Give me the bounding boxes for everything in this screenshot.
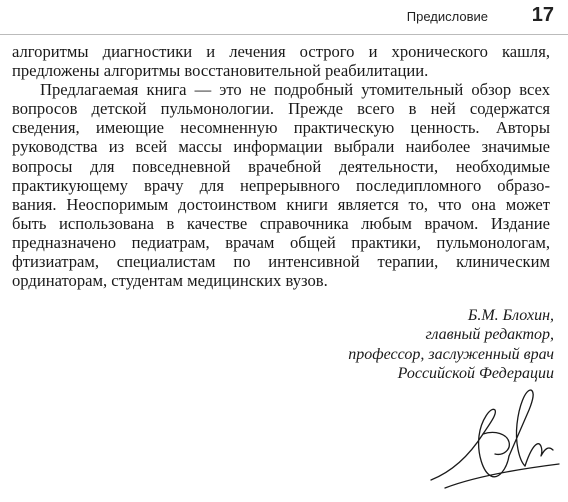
preface-body: [12, 42, 550, 290]
text-line: предназначено педиатрам, врачам общей практики, пульмонологам,: [12, 232, 550, 252]
page-number: 17: [531, 4, 554, 26]
handwritten-signature: [425, 384, 565, 496]
text-line: предложены алгоритмы восстановительной реабилитации.: [12, 61, 429, 81]
text-line: практикующему врачу для непрерывного последипломного образо-: [12, 175, 550, 195]
text-line: фтизиатрам, специалистам по интенсивной терапии, клиническим: [12, 252, 550, 272]
editor-name: Б.М. Блохин,: [467, 307, 554, 324]
text-line: быть использована в качестве справочника любым врачом. Издание: [12, 213, 550, 233]
page-header: [0, 6, 568, 28]
text-line: руководства из всей массы информации выбрали наиболее значимые: [12, 137, 550, 157]
editor-signature-block: [348, 306, 554, 384]
header-divider: [0, 34, 568, 35]
editor-role: главный редактор,: [425, 326, 554, 344]
text-line: вопросов детской пульмонологии. Прежде всего в ней содержатся: [12, 99, 550, 119]
text-line: алгоритмы диагностики и лечения острого и хронического кашля,: [12, 42, 550, 61]
text-line: ординаторам, студентам медицинских вузов.: [12, 271, 328, 291]
editor-title-line-1: профессор, заслуженный врач: [348, 345, 554, 363]
text-line: Предлагаемая книга — это не подробный утомительный обзор всех: [40, 80, 550, 100]
editor-title-line-2: Российской Федерации: [397, 365, 554, 383]
paragraph-continued: [12, 42, 550, 80]
text-line: вопросы для повседневной врачебной деятельности, необходимые: [12, 156, 550, 176]
paragraph-main: [12, 80, 550, 290]
text-line: вания. Неоспоримым достоинством книги является то, что она может: [12, 194, 550, 214]
text-line: сведения, имеющие несомненную практическую ценность. Авторы: [12, 118, 550, 138]
section-title: Предисловие: [406, 9, 488, 24]
